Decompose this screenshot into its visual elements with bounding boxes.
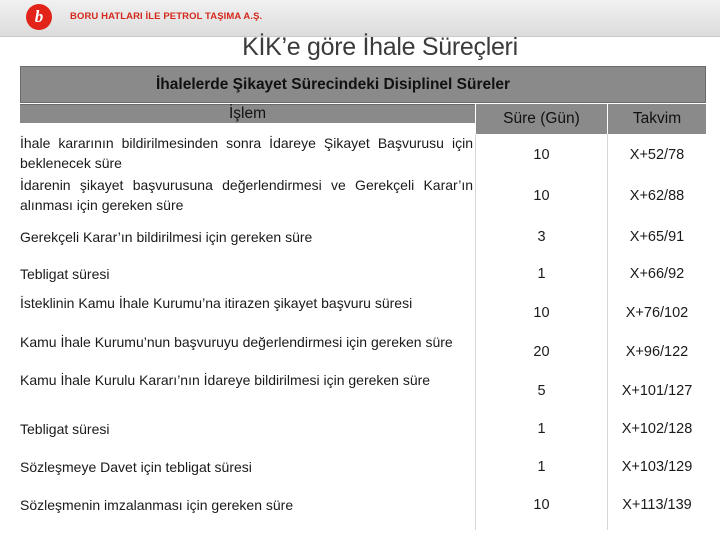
table-row-text: Sözleşmenin imzalanması için gereken süre bbox=[20, 497, 294, 513]
column-header-takvim: Takvim bbox=[608, 104, 706, 134]
table-row-sure: 10 bbox=[533, 147, 550, 163]
company-name: BORU HATLARI İLE PETROL TAŞIMA A.Ş. bbox=[70, 11, 263, 22]
table-caption-text: İhalelerde Şikayet Sürecindeki Disiplinel Süreler bbox=[156, 75, 511, 93]
table-row-sure: 10 bbox=[533, 305, 550, 321]
table-row-sure: 10 bbox=[533, 188, 550, 204]
table-row-text: Sözleşmeye Davet için tebligat süresi bbox=[20, 459, 252, 475]
table-row-takvim: X+113/139 bbox=[622, 497, 692, 513]
table-row-sure: 1 bbox=[537, 266, 546, 282]
company-logo-icon: b bbox=[26, 4, 52, 30]
table-row-text: Tebligat süresi bbox=[20, 421, 110, 437]
table-row-takvim: X+102/128 bbox=[621, 421, 693, 437]
table-row-takvim: X+96/122 bbox=[625, 344, 689, 360]
table-row-sure: 20 bbox=[533, 344, 550, 360]
table-row-takvim: X+65/91 bbox=[629, 229, 685, 245]
table-row-text: İsteklinin Kamu İhale Kurumu’na itirazen şikayet başvuru süresi bbox=[20, 295, 413, 311]
column-header-sure: Süre (Gün) bbox=[476, 104, 607, 134]
table-row-takvim: X+101/127 bbox=[621, 383, 693, 399]
table-row-sure: 5 bbox=[537, 383, 546, 399]
table-row-text: İdarenin şikayet başvurusuna değerlendirmesi ve Gerekçeli Karar’ın alınması için gereken süre bbox=[20, 177, 473, 213]
page-title: KİK’e göre İhale Süreçleri bbox=[242, 33, 518, 61]
table-row-text: Kamu İhale Kurumu’nun başvuruyu değerlendirmesi için gereken süre bbox=[20, 334, 453, 350]
table-caption bbox=[20, 66, 706, 103]
column-header-islem: İşlem bbox=[20, 104, 475, 123]
table-row-takvim: X+103/129 bbox=[621, 459, 693, 475]
table-row-sure: 1 bbox=[537, 459, 546, 475]
table-row-sure: 1 bbox=[537, 421, 546, 437]
table-row-text: Kamu İhale Kurulu Kararı’nın İdareye bildirilmesi için gereken süre bbox=[20, 372, 431, 388]
table-row-sure: 10 bbox=[533, 497, 550, 513]
table-row-text: Gerekçeli Karar’ın bildirilmesi için gereken süre bbox=[20, 229, 313, 245]
table-row-takvim: X+66/92 bbox=[629, 266, 685, 282]
table-row-text: Tebligat süresi bbox=[20, 266, 110, 282]
table-row-takvim: X+76/102 bbox=[625, 305, 689, 321]
table-row-text: İhale kararının bildirilmesinden sonra İdareye Şikayet Başvurusu için beklenecek süre bbox=[20, 135, 473, 171]
table-row-takvim: X+52/78 bbox=[629, 147, 685, 163]
table-row-takvim: X+62/88 bbox=[629, 188, 685, 204]
top-bar bbox=[0, 0, 720, 37]
table-row-sure: 3 bbox=[537, 229, 546, 245]
